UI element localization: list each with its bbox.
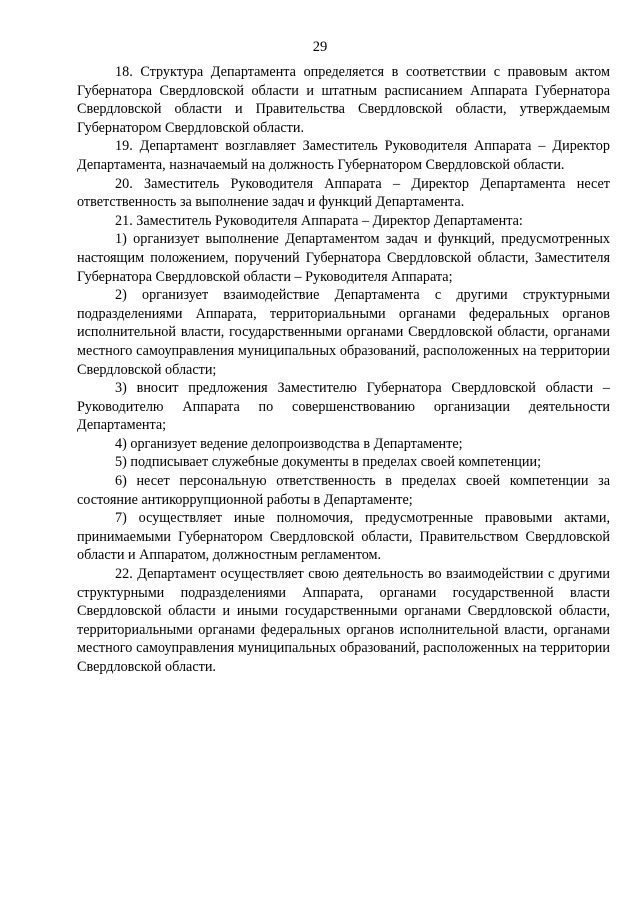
paragraph-21: 21. Заместитель Руководителя Аппарата – Директор Департамента: xyxy=(115,212,523,229)
paragraph-21-item-7: 7) осуществляет иные полномочия, предусмотренные правовыми актами, принимаемыми Губернатором Свердловской области, Правительством Свердловской области и Аппаратом, должностным регламентом. xyxy=(77,510,610,564)
paragraph-21-item-5: 5) подписывает служебные документы в пределах своей компетенции; xyxy=(115,454,542,471)
paragraph-21-item-1: 1) организует выполнение Департаментом задач и функций, предусмотренных настоящим положением, поручений Губернатора Свердловской области, Заместителя Губернатора Свердловской области – Руководителя Аппарата; xyxy=(77,231,610,285)
paragraph-21-item-6: 6) несет персональную ответственность в пределах своей компетенции за состояние антикоррупционной работы в Департаменте; xyxy=(77,473,610,508)
document-body xyxy=(77,63,610,677)
page-number: 29 xyxy=(312,39,328,55)
paragraph-21-item-2: 2) организует взаимодействие Департамента с другими структурными подразделениями Аппарата, территориальными органами федеральных органов исполнительной власти, государственными органами Свердловской области, органами местного самоуправления муниципальных образований, расположенных на территории Свердловской области; xyxy=(77,287,610,378)
paragraph-22: 22. Департамент осуществляет свою деятельность во взаимодействии с другими структурными подразделениями Аппарата, органами государственной власти Свердловской области и иными государственными органами Свердловской области, территориальными органами федеральных органов исполнительной власти, органами местного самоуправления муниципальных образований, расположенных на территории Свердловской области. xyxy=(77,566,610,675)
paragraph-19: 19. Департамент возглавляет Заместитель Руководителя Аппарата – Директор Департамента, назначаемый на должность Губернатором Свердловской области. xyxy=(77,138,610,173)
paragraph-20: 20. Заместитель Руководителя Аппарата – Директор Департамента несет ответственность за выполнение задач и функций Департамента. xyxy=(77,175,610,211)
paragraph-21-item-4: 4) организует ведение делопроизводства в Департаменте; xyxy=(115,435,463,452)
paragraph-18: 18. Структура Департамента определяется в соответствии с правовым актом Губернатора Свердловской области и штатным расписанием Аппарата Губернатора Свердловской области и Правительства Свердловской области, утверждаемым Губернатором Свердловской области. xyxy=(77,64,610,136)
paragraph-21-item-3: 3) вносит предложения Заместителю Губернатора Свердловской области – Руководителю Аппарата по совершенствованию организации деятельности Департамента; xyxy=(77,380,610,434)
